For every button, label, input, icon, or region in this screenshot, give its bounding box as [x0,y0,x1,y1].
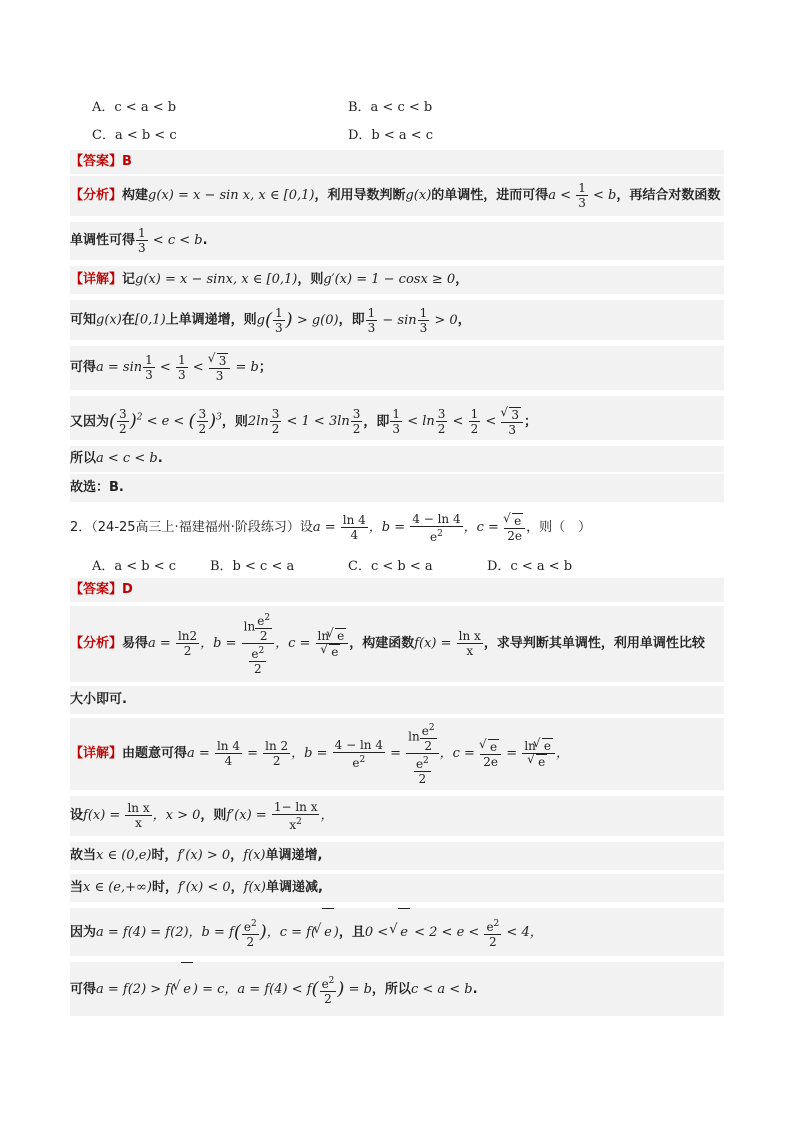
answer-label: 【答案】 [70,154,123,169]
analysis-label: 【分析】 [70,188,123,203]
detail-math: a = f(2) > f(√ e ) = c，a = f(4) < f( $\frac{e^2}{2}$ ) = b [96,982,372,997]
detail-text: ，则 [297,272,324,287]
q2-answer [70,578,724,602]
detail-label: 【详解】 [70,272,123,287]
detail-math: g( $\frac{1}{3}$ ) > g(0) [256,305,339,335]
detail-text: 单调递增, [265,848,323,863]
detail-math: f′(x) < 0 [177,880,231,895]
q1-detail-line5 [70,446,724,472]
detail-text: 在 [121,312,135,328]
detail-math: $\frac{1}{3}$ − sin $\frac{1}{3}$ > 0 [367,305,458,335]
detail-math: a < c < b [96,451,158,466]
question-source: （24-25高三上·福建福州·阶段练习） [91,520,300,535]
analysis-text: 易得 [122,636,149,651]
detail-math: x ∈ (e,+∞) [83,880,152,895]
question-math: a = $\frac{\ln 4}{4}$ ，b = $\frac{4 - \ln 4}{e^2}$ ，c = √ $\frac{e}{2e}$ [313,520,526,535]
q2-detail-line6 [70,962,724,1016]
q2-option-c: C．c < b < a [348,559,433,574]
detail-math: a = $\frac{\ln 4}{4}$ = $\frac{\ln 2}{2}$ ，b = $\frac{4 - \ln 4}{e^2}$ = ln $\frac{e^2}{2}$ $\frac{e^2}{2}$ ，c = √ $\frac{e}{2e}$ = ln√ e √ e ， [187,746,569,761]
detail-text: 又因为 [70,414,110,430]
answer-label: 【答案】 [70,582,123,597]
detail-math: a = sin $\frac{1}{3}$ < $\frac{1}{3}$ < √ $\frac{3}{3}$ = b [96,360,259,375]
detail-text: 当 [70,880,84,895]
q1-detail-line4: 又因为( $\frac{3}{2}$ )$^2$ < e < ( $\frac{3}{2}$ )$^3$，则2ln $\frac{3}{2}$ < 1 < 3ln $\frac{3}{2}$ ，即 $\frac{1}{3}$ < ln $\frac{3}{2}$ < $\frac{1}{2}$ < √ $\frac{3}{3}$ ； [70,396,724,440]
analysis-math: a = $\frac{\ln 2}{2}$ ，b = ln $\frac{e^2}{2}$ $\frac{e^2}{2}$ ，c = ln√ e √ e [148,636,349,651]
analysis-text: ，求导判断其单调性，利用单调性比较 [483,636,705,651]
detail-math: c < a < b [410,982,473,997]
detail-text: ，且 [338,925,365,940]
q2-option-b: B．b < c < a [210,559,295,574]
detail-text: 可得 [70,982,97,997]
detail-math: f(x) [243,848,266,863]
q1-option-b: B．a < c < b [348,100,433,115]
q1-detail-line3: 可得a = sin $\frac{1}{3}$ < $\frac{1}{3}$ < √ $\frac{3}{3}$ = b； [70,346,724,390]
analysis-math: $\frac{1}{3}$ < c < b [138,226,203,255]
detail-math: f′(x) = $\frac{\text{1− ln x}}{x^2}$ ， [226,799,334,832]
analysis-math: a < $\frac{1}{3}$ < b [548,181,617,210]
analysis-text: 单调性可得 [70,233,136,248]
detail-math: g′(x) = 1 − cosx ≥ 0 [323,272,456,287]
analysis-text: 的单调性，进而可得 [431,188,549,203]
detail-text: 所以 [70,451,97,466]
question-number: 2． [70,520,92,535]
detail-math: ( $\frac{3}{2}$ )$^2$ < e < ( $\frac{3}{2}$ )$^3$ [109,407,222,437]
detail-text: 故当 [70,848,97,863]
q2-detail-line5 [70,908,724,956]
detail-text: 可得 [70,360,97,375]
answer-value: B [122,154,132,169]
q1-option-d: D．b < a < c [348,128,434,143]
analysis-math: g(x) [405,188,432,203]
q2-analysis-line2 [70,686,724,714]
detail-text: . [157,451,163,466]
analysis-text: ，构建函数 [349,636,415,651]
q2-detail-line2 [70,796,724,836]
question-text: ，则（ ） [526,520,592,535]
detail-text: 上单调递增，则 [165,312,257,328]
analysis-text: 构建 [122,188,149,203]
detail-text: ， [455,272,469,287]
q2-analysis-line1 [70,606,724,682]
question-text: 设 [299,520,313,535]
q1-detail-line1 [70,266,724,294]
q2-option-a: A．a < b < c [92,559,177,574]
q2-stem [70,508,724,548]
detail-text: 单调递减, [265,880,323,895]
q2-detail-line3: 故当x ∈ (0,e)时，f′(x) > 0，f(x)单调递增, [70,842,724,870]
answer-value: D [122,582,133,597]
analysis-text: ，利用导数判断 [314,188,406,203]
detail-math: $\frac{1}{3}$ < ln $\frac{3}{2}$ < $\frac{1}{2}$ < √ $\frac{3}{3}$ [389,414,524,429]
choice-text: 故选：B. [70,480,124,495]
detail-math: 2ln $\frac{3}{2}$ < 1 < 3ln $\frac{3}{2}$ [247,407,361,437]
q2-detail-line4: 当x ∈ (e,+∞)时，f′(x) < 0，f(x)单调递减, [70,874,724,902]
analysis-text: ，再结合对数函数 [616,188,721,203]
detail-math: 0 < √ e < 2 < e < $\frac{e^2}{2}$ < 4， [365,925,543,940]
q1-answer [70,150,724,174]
detail-math: [0,1) [134,312,166,328]
detail-text: ，则 [200,808,227,823]
analysis-math: f(x) = $\frac{\text{ln x}}{x}$ [414,629,481,658]
detail-text: 时， [151,880,178,895]
detail-text: . [472,982,478,997]
detail-math: f(x) [243,880,266,895]
detail-text: 记 [122,272,136,287]
detail-text: 可知 [70,312,97,328]
q2-option-d: D．c < a < b [487,559,573,574]
q1-analysis-line2: 单调性可得 $\frac{1}{3}$ < c < b. [70,222,724,260]
detail-text: ，所以 [371,982,411,997]
detail-text: 因为 [70,925,97,940]
q1-choice [70,474,724,502]
detail-math: f′(x) > 0 [177,848,231,863]
detail-math: x ∈ (0,e) [96,848,152,863]
analysis-text: 大小即可. [70,692,127,707]
detail-math: x > 0 [165,808,201,823]
detail-text: 时， [151,848,178,863]
q1-option-c: C．a < b < c [92,128,177,143]
detail-text: ，即 [363,414,390,430]
q1-option-a: A．c < a < b [92,100,177,115]
detail-text: ，则 [221,414,248,430]
detail-math: a = f(4) = f(2)，b = f( $\frac{e^2}{2}$ )，c = f(√ e ) [96,925,339,940]
detail-text: ，即 [338,312,365,328]
analysis-label: 【分析】 [70,636,123,651]
detail-math: g(x) = x − sinx, x ∈ [0,1) [135,272,298,287]
detail-text: 设 [70,808,84,823]
q1-analysis-line1 [70,176,724,216]
detail-text: 由题意可得 [122,746,188,761]
analysis-math: g(x) = x − sin x, x ∈ [0,1) [148,188,315,203]
q2-detail-line1 [70,718,724,790]
q1-detail-line2: 可知g(x)在[0,1)上单调递增，则g( $\frac{1}{3}$ ) > g(0)，即 $\frac{1}{3}$ − sin $\frac{1}{3}$ > 0， [70,300,724,340]
detail-label: 【详解】 [70,746,123,761]
detail-math: f(x) = $\frac{\text{ln x}}{x}$ ， [83,801,166,830]
detail-math: g(x) [96,312,122,328]
